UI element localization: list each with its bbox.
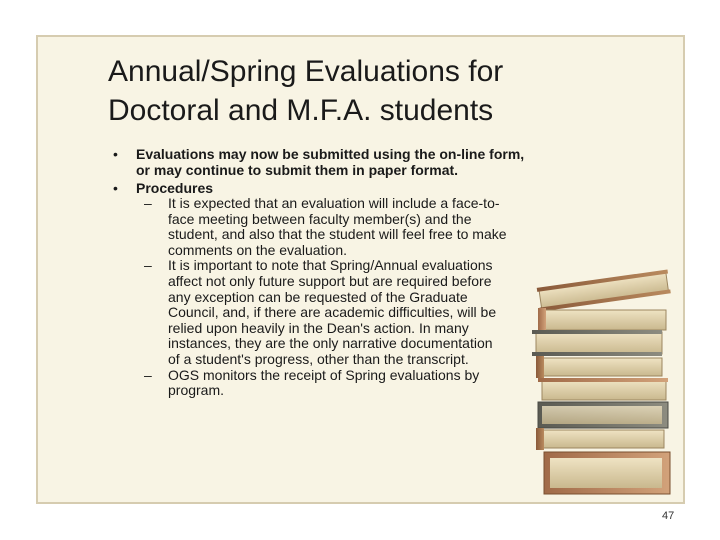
sub-bullet-text: It is expected that an evaluation will include a face-to-face meeting between faculty member(s) and the student, and also that the student will feel free to make comments on the evaluation. (168, 195, 507, 258)
stacked-books-illustration (528, 262, 688, 498)
title-line-1: Annual/Spring Evaluations for (108, 55, 504, 88)
bullet-item (108, 146, 528, 178)
sub-bullet-marker: – (144, 195, 152, 211)
slide-title (108, 52, 578, 130)
book-8 (544, 452, 670, 494)
sub-bullet-marker: – (144, 366, 152, 383)
bullet-text: Procedures (136, 180, 214, 196)
title-line-2: Doctoral and M.F.A. students (108, 94, 494, 127)
book-2 (538, 308, 666, 332)
sub-bullet-text: It is important to note that Spring/Annual evaluations affect not only future support but are required before any exception can be requested of the Graduate Council, and, if there are academic difficulties, will be relied upon heavily in the Dean's action. In many instances, they are the only narrative documentation of a student's progress, other than the transcript. (168, 257, 497, 367)
bullet-item (108, 180, 528, 399)
bullet-text: Evaluations may now be submitted using the on-line form, or may continue to submit them in paper format. (136, 146, 525, 178)
page-number: 47 (662, 510, 675, 522)
book-4 (536, 356, 662, 378)
sub-bullet-text: OGS monitors the receipt of Spring evaluations by program. (168, 366, 480, 399)
book-1 (537, 270, 671, 312)
sub-bullet-item (138, 196, 508, 258)
book-5 (538, 378, 668, 400)
sub-bullet-marker: – (144, 257, 152, 274)
sub-bullet-item (138, 368, 508, 399)
bullet-list (108, 146, 528, 401)
book-3 (532, 330, 662, 356)
bullet-marker: • (113, 180, 118, 196)
book-7 (536, 428, 664, 450)
book-6 (538, 402, 668, 428)
sub-bullet-item (138, 258, 508, 367)
bullet-marker: • (113, 146, 118, 162)
sub-bullet-list (136, 196, 528, 399)
